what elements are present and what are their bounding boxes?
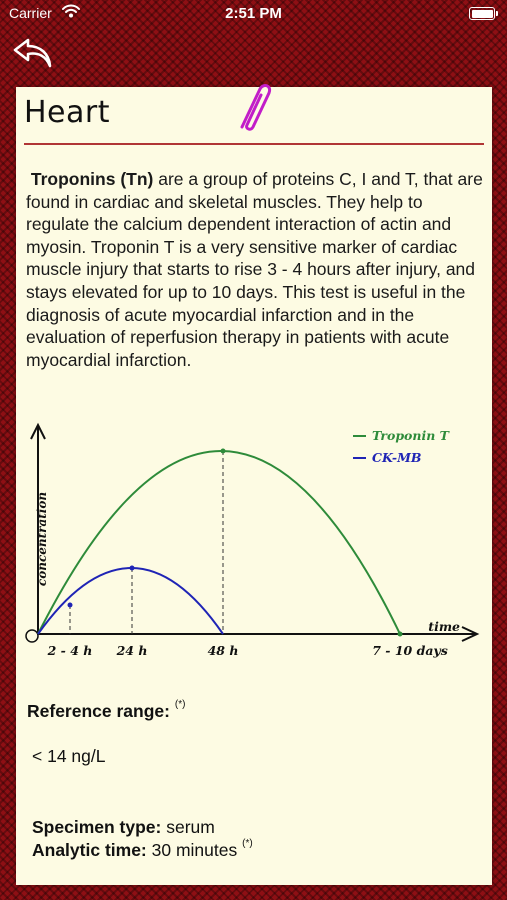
page-title: Heart xyxy=(24,95,110,130)
ck-mb-onset-point xyxy=(68,603,73,608)
tick-label: 2 - 4 h xyxy=(47,643,93,658)
paperclip-icon xyxy=(232,81,276,137)
reference-label-text: Reference range: xyxy=(27,701,170,721)
troponin-t-line xyxy=(38,451,400,634)
undo-arrow-icon xyxy=(12,36,56,70)
clock: 2:51 PM xyxy=(225,5,282,22)
carrier-label: Carrier xyxy=(9,5,52,21)
ck-mb-peak-point xyxy=(130,566,135,571)
back-button[interactable] xyxy=(12,36,56,70)
title-divider xyxy=(24,143,484,145)
analytic-value: 30 minutes xyxy=(151,840,238,860)
battery-icon xyxy=(469,7,495,20)
analytic-note: (*) xyxy=(242,838,253,849)
analytic-label: Analytic time: xyxy=(32,840,147,860)
specimen-type xyxy=(32,817,215,838)
info-card xyxy=(16,87,492,885)
tick-label: 48 h xyxy=(207,643,239,658)
ck-mb-line xyxy=(38,568,223,634)
origin-marker xyxy=(26,630,38,642)
description-text xyxy=(26,168,484,371)
troponin-end-point xyxy=(398,632,403,637)
specimen-label: Specimen type: xyxy=(32,817,162,837)
intro-body: are a group of proteins C, I and T, that are found in cardiac and skeletal muscles. They help to regulate the calcium dependent interaction of actin and myosin. Troponin T is a very sensitive marker of cardiac muscle injury that starts to rise 3 - 4 hours after injury, and stays elevated for up to 10 days. This test is useful in the diagnosis of acute myocardial infarction and in the evaluation of reperfusion therapy in patients with acute myocardial infarction. xyxy=(26,169,483,370)
concentration-chart xyxy=(16,419,492,664)
troponin-peak-point xyxy=(221,449,226,454)
tick-label: 24 h xyxy=(116,643,148,658)
reference-range-value: < 14 ng/L xyxy=(32,746,106,766)
specimen-value: serum xyxy=(166,817,215,837)
intro-term: Troponins (Tn) xyxy=(30,169,154,189)
analytic-time xyxy=(32,840,253,861)
x-axis-label: time xyxy=(428,619,460,634)
legend-label-troponin: Troponin T xyxy=(372,428,449,443)
y-axis-label: concentration xyxy=(35,491,49,587)
reference-note: (*) xyxy=(174,699,186,710)
reference-range-label xyxy=(27,701,185,722)
tick-label: 7 - 10 days xyxy=(372,643,448,658)
status-bar xyxy=(0,0,507,30)
legend-label-ck-mb: CK-MB xyxy=(372,450,422,465)
